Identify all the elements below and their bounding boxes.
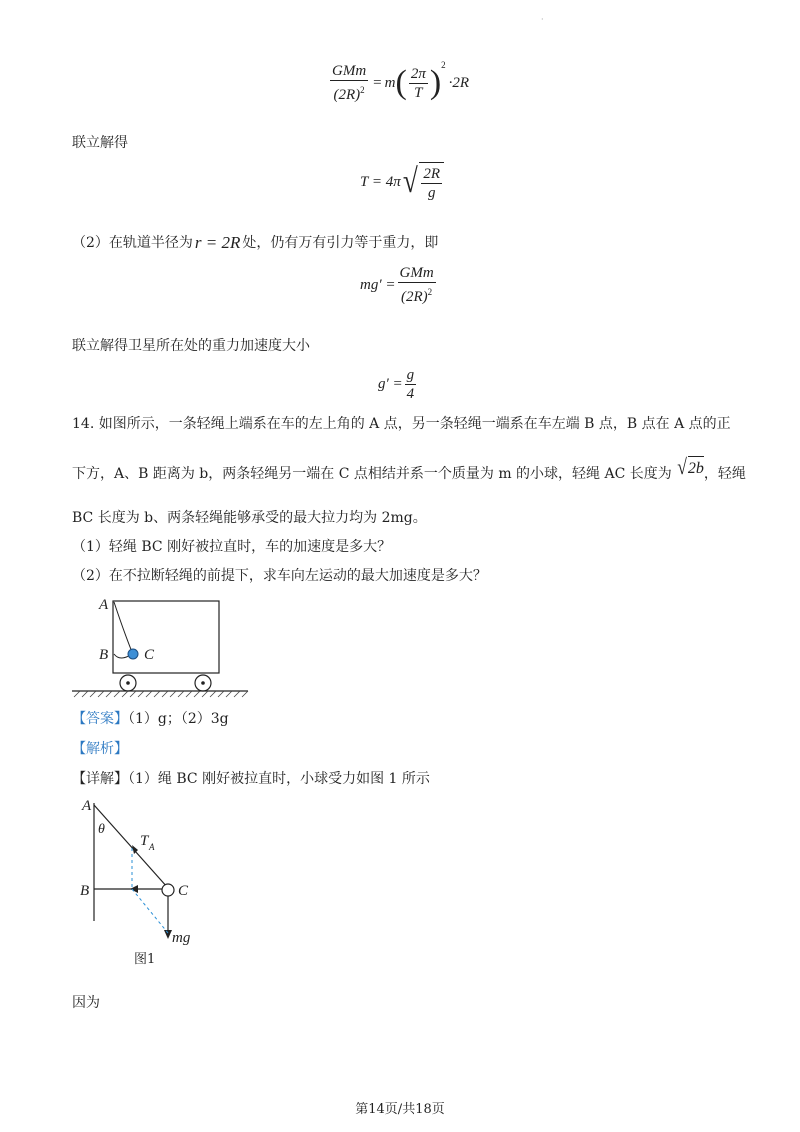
detail-text: （1）绳 BC 刚好被拉直时，小球受力如图 1 所示 bbox=[128, 771, 430, 787]
force-diagram-fig1 bbox=[72, 793, 212, 973]
eq1-inner-den: T bbox=[414, 84, 423, 101]
car-label-a: A bbox=[99, 597, 109, 613]
fig1-label-b: B bbox=[80, 883, 90, 899]
eq4-lhs: g′ = bbox=[378, 376, 403, 392]
fig1-caption: 图1 bbox=[134, 952, 156, 967]
equation-gravity-gprime bbox=[360, 264, 438, 306]
problem-14-q2: （2）在不拉断轻绳的前提下，求车向左运动的最大加速度是多大？ bbox=[72, 568, 487, 584]
text-yinwei: 因为 bbox=[72, 995, 100, 1011]
text-q2-intro bbox=[72, 233, 438, 253]
eq3-den-sup: 2 bbox=[427, 287, 433, 297]
fig1-label-a: A bbox=[82, 798, 92, 814]
arrow-bc-head bbox=[130, 885, 138, 893]
eq1-outer-sup: 2 bbox=[441, 60, 446, 70]
equation-period: T = 4π √ $\frac{2R}{g}$ bbox=[360, 162, 444, 202]
text-lianli-2: 联立解得卫星所在处的重力加速度大小 bbox=[72, 338, 310, 354]
p14-sqrt-2b: 2b bbox=[688, 456, 704, 479]
page-dot: · bbox=[541, 15, 544, 24]
eq3-lhs: mg′ = bbox=[360, 276, 396, 293]
problem-14-line3: BC 长度为 b、两条轻绳能够承受的最大拉力均为 2mg。 bbox=[72, 510, 427, 526]
answer-line bbox=[72, 709, 229, 729]
q2-rest: 处，仍有万有引力等于重力，即 bbox=[242, 235, 439, 251]
eq3-num: GMm bbox=[399, 265, 434, 281]
eq3-den: (2R) bbox=[401, 289, 428, 305]
ball bbox=[128, 649, 138, 659]
car-label-c: C bbox=[144, 647, 155, 663]
eq2-num: 2R bbox=[423, 166, 441, 182]
detail-tag: 【详解】 bbox=[72, 771, 128, 787]
eq2-lhs: T = 4π bbox=[360, 173, 401, 190]
fig1-theta: θ bbox=[98, 822, 105, 837]
ball-c bbox=[162, 884, 174, 896]
car-figure bbox=[70, 592, 255, 704]
equation-gprime-result bbox=[378, 366, 418, 403]
fig1-label-c: C bbox=[178, 883, 189, 899]
q2-r: r = 2R bbox=[194, 233, 241, 252]
rope-ac bbox=[114, 602, 132, 652]
eq1-inner-num: 2π bbox=[410, 65, 426, 82]
eq1-numerator: GMm bbox=[332, 63, 367, 79]
answer-text: （1）g；（2）3g bbox=[128, 711, 229, 727]
mg-arrow-head bbox=[164, 930, 172, 939]
eq1-tail: ·2R bbox=[448, 74, 470, 91]
problem-14-q1: （1）轻绳 BC 刚好被拉直时，车的加速度是多大？ bbox=[72, 539, 392, 555]
fig1-ta-sub: A bbox=[149, 842, 155, 852]
eq2-den: g bbox=[427, 185, 436, 201]
q2-intro: （2）在轨道半径为 bbox=[72, 235, 193, 251]
p14-line2a: 下方，A、B 距离为 b，两条轻绳另一端在 C 点相结并系一个质量为 m 的小球，轻绳 AC 长度为 bbox=[72, 466, 672, 482]
p14-line2b: ，轻绳 bbox=[703, 466, 746, 482]
eq1-denominator: (2R) bbox=[333, 87, 361, 103]
ground-hatch bbox=[74, 691, 248, 697]
rope-ac-line bbox=[94, 805, 168, 888]
eq1-m: m bbox=[384, 74, 396, 91]
answer-tag: 【答案】 bbox=[72, 711, 128, 727]
detail-line bbox=[72, 769, 430, 789]
eq4-den: 4 bbox=[406, 386, 415, 402]
text-lianli-1: 联立解得 bbox=[72, 135, 128, 151]
problem-14-line1: 14. 如图所示，一条轻绳上端系在车的左上角的 A 点，另一条轻绳一端系在车左端 B 点，B 点在 A 点的正 bbox=[72, 416, 731, 432]
equation-gravity-centripetal: $\frac{\text{GMm}}{(2R)^2}$ = m ( $\frac{2\pi}{T}$ ) 2 ·2R bbox=[332, 60, 470, 103]
problem-14-line2: 下方，A、B 距离为 b，两条轻绳另一端在 C 点相结并系一个质量为 m 的小球，轻绳 AC 长度为 √ 2b ，轻绳 bbox=[72, 454, 746, 482]
car-label-b: B bbox=[99, 647, 109, 663]
eq1-den-sup: 2 bbox=[360, 85, 365, 95]
analysis-tag: 【解析】 bbox=[72, 741, 128, 757]
car-body bbox=[113, 601, 219, 673]
page-footer: 第14页/共18页 bbox=[355, 1102, 445, 1117]
dashed-diagonal bbox=[132, 889, 168, 933]
eq4-num: g bbox=[406, 367, 415, 383]
fig1-ta-label: T bbox=[140, 833, 149, 849]
fig1-mg: mg bbox=[172, 930, 191, 946]
